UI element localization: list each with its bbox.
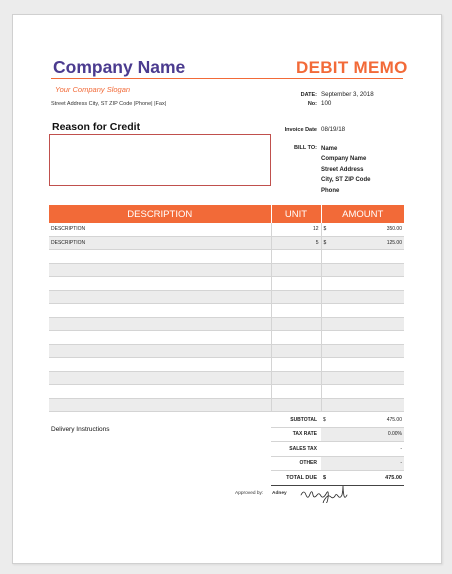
sales-tax-value: - [321,442,404,457]
row-description[interactable] [49,371,271,385]
row-amount[interactable] [321,250,404,264]
row-currency: $ [323,226,327,233]
reason-title: Reason for Credit [52,121,141,133]
memo-number-label: No: [307,101,317,107]
row-amount-wrap [324,240,403,246]
table-row [49,263,404,277]
signature-image [299,479,359,503]
company-address: Street Address City, ST ZIP Code |Phone| |Fax| [51,101,167,107]
row-amount[interactable] [321,290,404,304]
row-description[interactable] [49,358,271,372]
row-unit[interactable] [271,277,321,291]
row-description[interactable] [49,398,271,412]
company-slogan: Your Company Slogan [55,85,131,94]
subtotal-label: SUBTOTAL [271,413,321,427]
memo-sheet [12,14,442,564]
table-row [49,385,404,399]
row-unit[interactable] [271,317,321,331]
invoice-date-value: 08/19/18 [321,126,346,133]
approver-name: Adney [272,491,287,496]
row-unit[interactable] [271,344,321,358]
row-unit[interactable] [271,290,321,304]
row-amount[interactable] [321,236,404,250]
bill-to-phone: Phone [321,187,340,194]
reason-textbox[interactable] [49,134,271,186]
header-divider [51,78,403,79]
table-row [49,236,404,250]
other-label: OTHER [271,456,321,471]
row-description[interactable] [49,290,271,304]
tax-rate-label: TAX RATE [271,427,321,442]
bill-to-label: BILL TO: [293,145,317,151]
tax-rate-value[interactable]: 0.00% [321,427,404,442]
row-description[interactable] [49,331,271,345]
row-amount[interactable] [321,371,404,385]
other-value[interactable]: - [321,456,404,471]
row-unit[interactable]: 5 [271,236,321,250]
table-row [49,277,404,291]
row-amount-value: 350.00 [386,226,402,233]
row-unit[interactable] [271,358,321,372]
total-due-label: TOTAL DUE [271,471,321,486]
totals-table [271,413,404,486]
table-row [49,371,404,385]
table-row [49,250,404,264]
invoice-date-label: Invoice Date [284,127,317,133]
delivery-instructions: Delivery Instructions [51,426,110,433]
row-unit[interactable] [271,263,321,277]
unit-header: UNIT [271,205,321,223]
row-description[interactable] [49,263,271,277]
row-unit[interactable]: 12 [271,223,321,236]
table-row [49,290,404,304]
row-amount[interactable] [321,344,404,358]
row-amount[interactable] [321,331,404,345]
approved-by-label: Approved by: [235,491,264,496]
row-amount-wrap [324,226,403,232]
total-due-currency: $ [323,474,327,481]
row-amount[interactable] [321,385,404,399]
row-currency: $ [323,239,327,246]
row-amount[interactable] [321,223,404,236]
table-row [49,358,404,372]
row-unit[interactable] [271,398,321,412]
row-amount[interactable] [321,277,404,291]
bill-to-city: City, ST ZIP Code [321,177,371,184]
row-amount-value: 125.00 [386,239,402,246]
table-row [49,344,404,358]
subtotal-value: 475.00 [386,416,402,423]
row-unit[interactable] [271,250,321,264]
row-amount[interactable] [321,358,404,372]
document-title: DEBIT MEMO [296,58,408,77]
subtotal-currency: $ [323,416,326,423]
bill-to-company: Company Name [321,156,367,163]
date-label: DATE: [300,92,317,98]
row-description[interactable] [49,250,271,264]
items-table [49,205,404,412]
row-description[interactable] [49,344,271,358]
table-row [49,398,404,412]
bill-to-name: Name [321,146,338,152]
row-unit[interactable] [271,371,321,385]
company-name: Company Name [53,57,186,77]
row-amount[interactable] [321,263,404,277]
row-description[interactable] [49,317,271,331]
subtotal-value-cell [321,413,404,427]
table-row [49,304,404,318]
row-description[interactable]: DESCRIPTION [49,223,271,236]
row-description[interactable] [49,277,271,291]
table-row [49,223,404,236]
row-description[interactable] [49,304,271,318]
row-unit[interactable] [271,331,321,345]
row-description[interactable]: DESCRIPTION [49,236,271,250]
memo-number-value: 100 [321,100,332,107]
items-header-row [49,205,404,223]
row-amount[interactable] [321,317,404,331]
amount-header: AMOUNT [321,205,404,223]
row-amount[interactable] [321,304,404,318]
table-row [49,317,404,331]
total-due-value: 475.00 [385,474,402,481]
bill-to-block [321,144,370,196]
row-description[interactable] [49,385,271,399]
description-header: DESCRIPTION [49,205,271,223]
row-unit[interactable] [271,304,321,318]
row-amount[interactable] [321,398,404,412]
bill-to-street: Street Address [321,166,364,173]
row-unit[interactable] [271,385,321,399]
date-value: September 3, 2018 [321,91,374,98]
table-row [49,331,404,345]
sales-tax-label: SALES TAX [271,442,321,457]
